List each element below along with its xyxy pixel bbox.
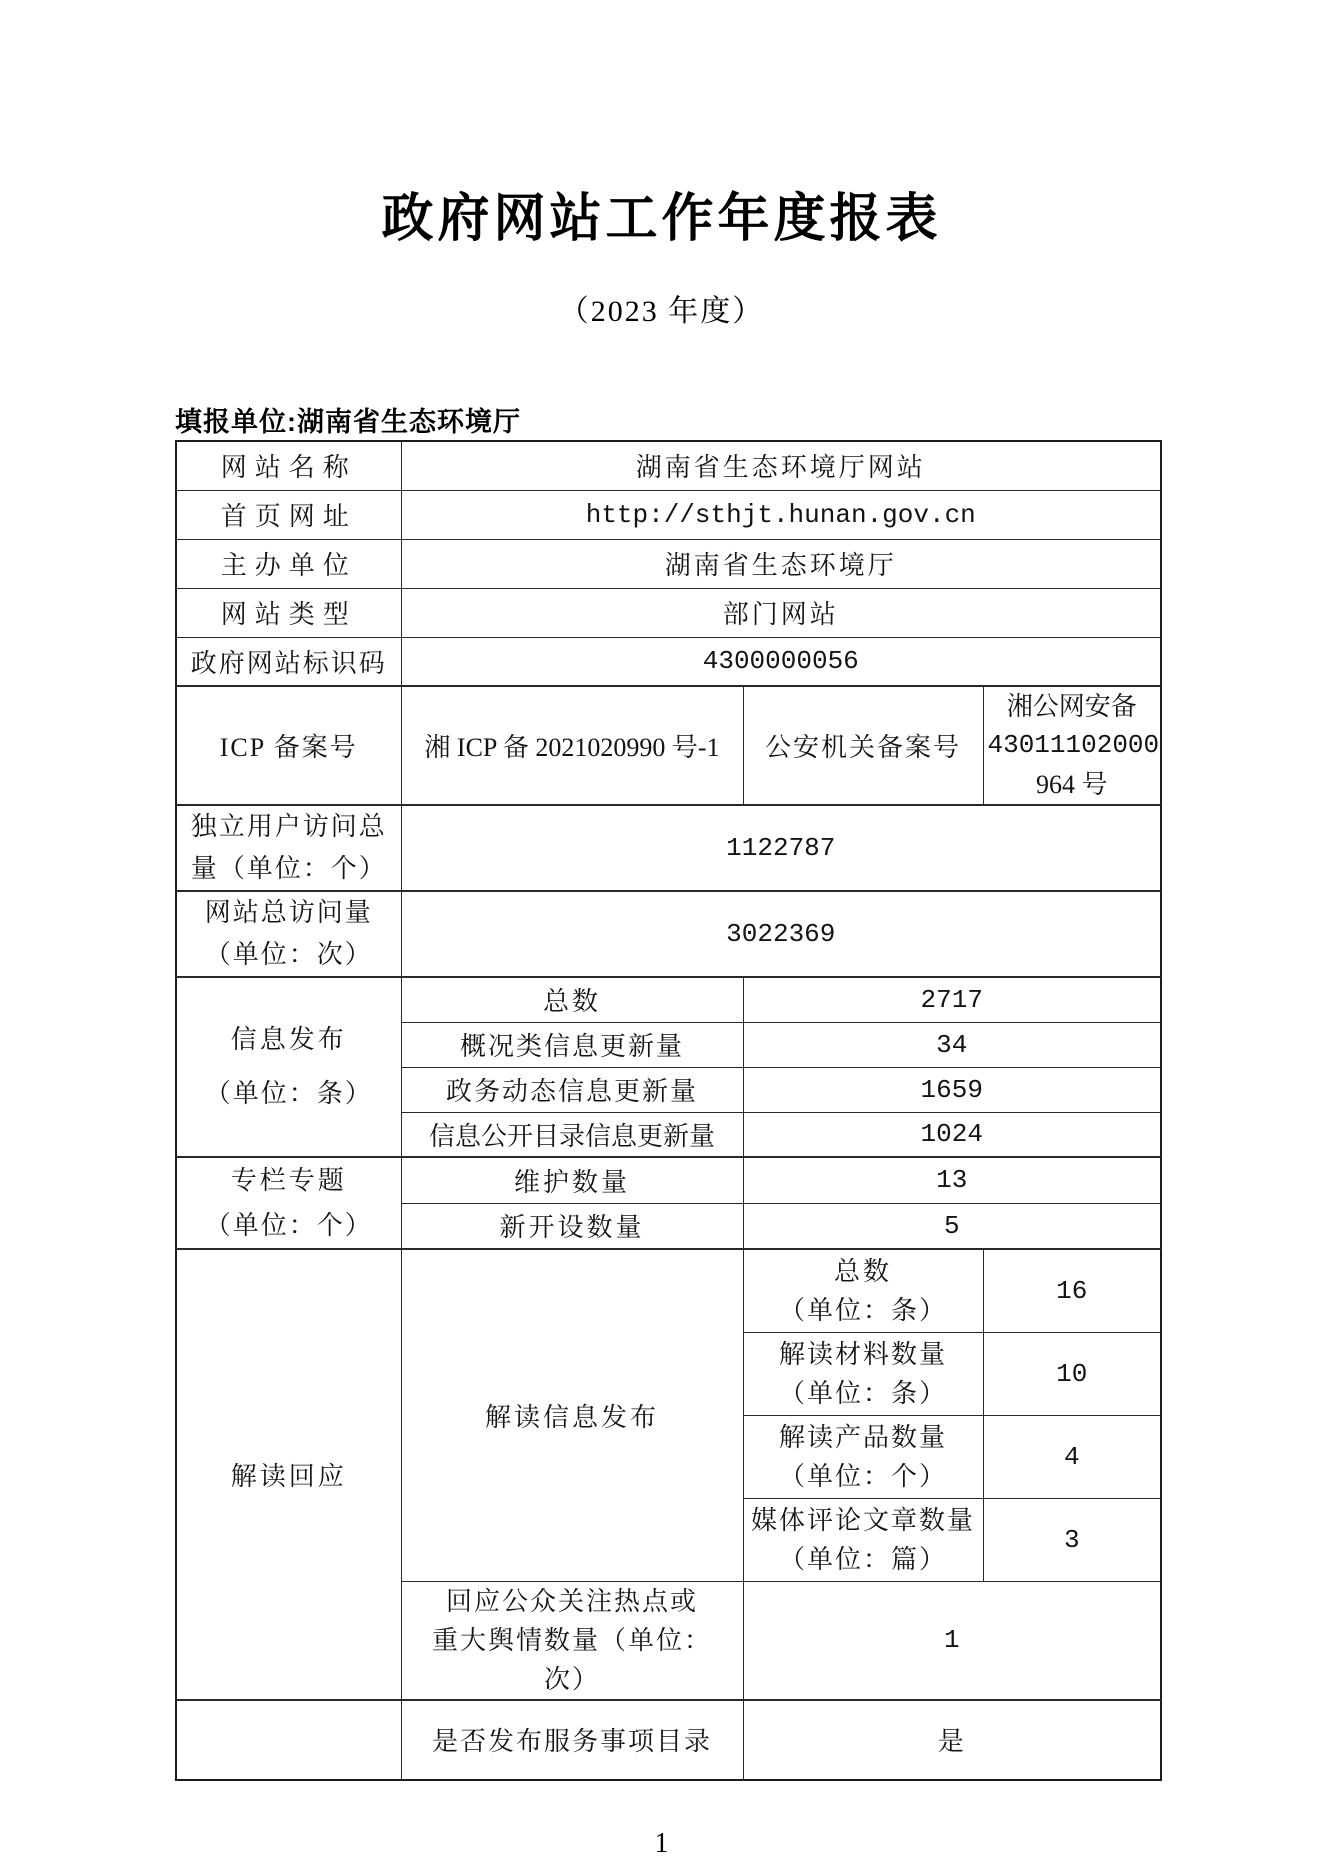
table-row <box>176 588 1161 637</box>
police-filing-line: 964 号 <box>1036 770 1108 799</box>
new-count-label: 新开设数量 <box>401 1203 743 1249</box>
reporting-unit-label: 填报单位:湖南省生态环境厅 <box>175 407 521 437</box>
label-line: 网站总访问量 <box>204 898 373 927</box>
website-name-value: 湖南省生态环境厅网站 <box>401 441 1161 490</box>
interp-material-label <box>743 1332 983 1415</box>
label-line: （单位：次） <box>204 940 373 969</box>
police-filing-line: 43011102000 <box>987 730 1160 760</box>
info-total-value: 2717 <box>743 977 1161 1022</box>
website-name-label: 网站名称 <box>176 441 401 490</box>
police-filing-value <box>983 686 1161 805</box>
table-row <box>176 977 1161 1022</box>
label-line: （单位：条） <box>778 1378 947 1408</box>
police-filing-label: 公安机关备案号 <box>743 686 983 805</box>
sponsor-unit-label: 主办单位 <box>176 539 401 588</box>
hotspot-response-value: 1 <box>743 1581 1161 1700</box>
table-row <box>176 637 1161 686</box>
interp-total-value: 16 <box>983 1249 1161 1332</box>
page-title: 政府网站工作年度报表 <box>381 190 942 248</box>
maintained-count-label: 维护数量 <box>401 1157 743 1203</box>
gov-news-update-value: 1659 <box>743 1067 1161 1112</box>
maintained-count-value: 13 <box>743 1157 1161 1203</box>
interpretation-group-label: 解读回应 <box>176 1249 401 1700</box>
media-comment-label <box>743 1498 983 1581</box>
table-row <box>176 539 1161 588</box>
special-topics-group-label <box>176 1157 401 1249</box>
gov-news-update-label: 政务动态信息更新量 <box>401 1067 743 1112</box>
label-line: （单位：篇） <box>778 1544 947 1574</box>
table-row <box>176 805 1161 891</box>
annual-report-table <box>175 440 1162 1781</box>
table-row <box>176 490 1161 539</box>
site-id-label: 政府网站标识码 <box>176 637 401 686</box>
info-total-label: 总数 <box>401 977 743 1022</box>
interp-product-value: 4 <box>983 1415 1161 1498</box>
total-visits-label <box>176 891 401 977</box>
label-line: 次） <box>543 1664 600 1694</box>
label-line: 回应公众关注热点或 <box>445 1586 698 1616</box>
label-line: （单位：条） <box>778 1295 947 1325</box>
unique-visitors-value: 1122787 <box>401 805 1161 891</box>
website-type-value: 部门网站 <box>401 588 1161 637</box>
label-line: 专栏专题 <box>230 1166 347 1195</box>
label-line: （单位：个） <box>204 1211 373 1240</box>
icp-value: 湘 ICP 备 2021020990 号-1 <box>401 686 743 805</box>
table-row <box>176 1700 1161 1780</box>
website-type-label: 网站类型 <box>176 588 401 637</box>
police-filing-line: 湘公网安备 <box>1006 692 1137 721</box>
homepage-url-value: http://sthjt.hunan.gov.cn <box>401 490 1161 539</box>
page-subtitle: （2023 年度） <box>558 295 765 328</box>
service-directory-value: 是 <box>743 1700 1161 1780</box>
new-count-value: 5 <box>743 1203 1161 1249</box>
label-line: 解读产品数量 <box>778 1422 947 1452</box>
icp-label: ICP 备案号 <box>176 686 401 805</box>
label-line: （单位：个） <box>778 1461 947 1491</box>
sponsor-unit-value: 湖南省生态环境厅 <box>401 539 1161 588</box>
interp-product-label <box>743 1415 983 1498</box>
label-line: 解读材料数量 <box>778 1339 947 1369</box>
unique-visitors-label <box>176 805 401 891</box>
label-line: 独立用户访问总 <box>190 812 387 841</box>
table-row <box>176 891 1161 977</box>
label-line: 总数 <box>833 1256 892 1286</box>
total-visits-value: 3022369 <box>401 891 1161 977</box>
label-line: 重大舆情数量（单位： <box>431 1625 712 1655</box>
info-publish-group-label <box>176 977 401 1157</box>
interp-total-label <box>743 1249 983 1332</box>
empty-group-cell <box>176 1700 401 1780</box>
media-comment-value: 3 <box>983 1498 1161 1581</box>
open-directory-update-label: 信息公开目录信息更新量 <box>401 1112 743 1157</box>
service-directory-label: 是否发布服务事项目录 <box>401 1700 743 1780</box>
site-id-value: 4300000056 <box>401 637 1161 686</box>
table-row <box>176 441 1161 490</box>
label-line: 信息发布 <box>230 1025 347 1054</box>
label-line: （单位：条） <box>204 1079 373 1108</box>
interpretation-publish-label: 解读信息发布 <box>401 1249 743 1581</box>
label-line: 量（单位：个） <box>190 854 387 883</box>
hotspot-response-label <box>401 1581 743 1700</box>
table-row-icp <box>176 686 1161 805</box>
label-line: 媒体评论文章数量 <box>750 1505 975 1535</box>
open-directory-update-value: 1024 <box>743 1112 1161 1157</box>
table-row <box>176 1157 1161 1203</box>
homepage-url-label: 首页网址 <box>176 490 401 539</box>
page-number: 1 <box>654 1828 669 1859</box>
table-row <box>176 1249 1161 1332</box>
overview-update-label: 概况类信息更新量 <box>401 1022 743 1067</box>
overview-update-value: 34 <box>743 1022 1161 1067</box>
interp-material-value: 10 <box>983 1332 1161 1415</box>
